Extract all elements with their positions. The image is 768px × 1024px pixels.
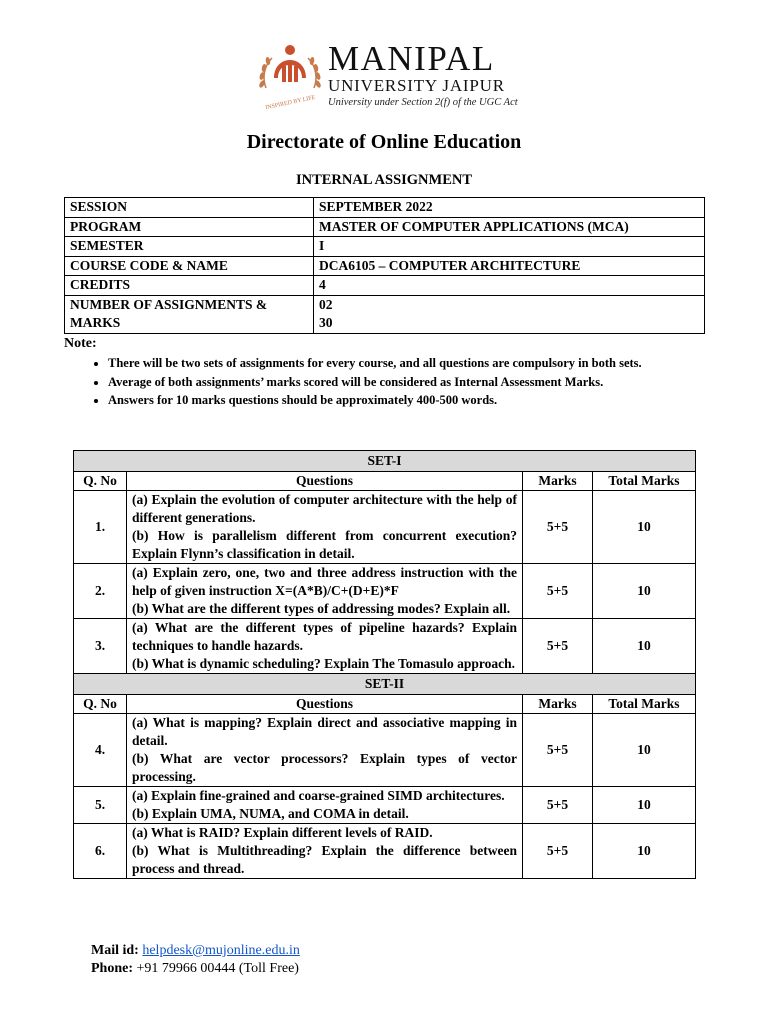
question-marks: 5+5 bbox=[523, 491, 593, 564]
question-part: (a) Explain fine-grained and coarse-grained SIMD architectures. bbox=[132, 788, 505, 803]
col-qno: Q. No bbox=[74, 472, 127, 491]
question-row bbox=[74, 619, 696, 674]
page-subtitle: INTERNAL ASSIGNMENT bbox=[295, 172, 473, 188]
info-key-line: NUMBER OF ASSIGNMENTS & bbox=[70, 296, 268, 312]
question-row bbox=[74, 491, 696, 564]
logo-brand: MANIPAL bbox=[328, 39, 495, 78]
mail-label: Mail id: bbox=[91, 943, 139, 958]
info-row bbox=[65, 276, 705, 296]
info-key: PROGRAM bbox=[65, 217, 314, 237]
contact-info bbox=[91, 942, 300, 978]
note-list bbox=[88, 354, 708, 410]
note-item: • Answers for 10 marks questions should be approximately 400-500 words. bbox=[108, 391, 708, 410]
info-row bbox=[65, 237, 705, 257]
question-row bbox=[74, 564, 696, 619]
question-marks: 5+5 bbox=[523, 564, 593, 619]
info-row bbox=[65, 295, 705, 333]
question-part: (a) What are the different types of pipeline hazards? Explain techniques to handle hazards. bbox=[132, 620, 517, 653]
assignment-info-table bbox=[64, 197, 705, 334]
info-value: 4 bbox=[314, 276, 705, 296]
set-header-row bbox=[74, 451, 696, 472]
question-part: (b) What is Multithreading? Explain the difference between process and thread. bbox=[132, 843, 517, 876]
info-value: I bbox=[314, 237, 705, 257]
page-title: Directorate of Online Education bbox=[246, 131, 522, 153]
phone-label: Phone: bbox=[91, 961, 133, 976]
question-part: (b) Explain UMA, NUMA, and COMA in detail. bbox=[132, 806, 409, 821]
question-row bbox=[74, 714, 696, 787]
logo-text bbox=[328, 40, 518, 110]
info-value: MASTER OF COMPUTER APPLICATIONS (MCA) bbox=[314, 217, 705, 237]
set-title: SET-II bbox=[74, 674, 696, 695]
mail-link[interactable]: helpdesk@mujonline.edu.in bbox=[142, 943, 300, 958]
question-total: 10 bbox=[593, 564, 696, 619]
column-header-row bbox=[74, 472, 696, 491]
column-header-row bbox=[74, 695, 696, 714]
question-total: 10 bbox=[593, 619, 696, 674]
info-key bbox=[65, 295, 314, 333]
question-marks: 5+5 bbox=[523, 714, 593, 787]
emblem-icon bbox=[274, 45, 306, 82]
question-number: 5. bbox=[74, 787, 127, 824]
col-total: Total Marks bbox=[593, 695, 696, 714]
mail-line bbox=[91, 942, 300, 960]
question-text bbox=[127, 619, 523, 674]
question-number: 1. bbox=[74, 491, 127, 564]
info-value-line: 02 bbox=[319, 296, 333, 312]
question-number: 2. bbox=[74, 564, 127, 619]
info-key: SESSION bbox=[65, 198, 314, 218]
phone-number: +91 79966 00444 (Toll Free) bbox=[136, 961, 299, 976]
info-row bbox=[65, 198, 705, 218]
info-key: COURSE CODE & NAME bbox=[65, 256, 314, 276]
question-total: 10 bbox=[593, 714, 696, 787]
question-part: (b) What are vector processors? Explain types of vector processing. bbox=[132, 751, 517, 784]
info-row bbox=[65, 217, 705, 237]
info-key-line: MARKS bbox=[70, 315, 121, 330]
question-text bbox=[127, 564, 523, 619]
info-value-line: 30 bbox=[319, 315, 333, 330]
col-total: Total Marks bbox=[593, 472, 696, 491]
logo-tagline: University under Section 2(f) of the UGC Act bbox=[328, 97, 518, 108]
logo-motto: INSPIRED BY LIFE bbox=[264, 94, 316, 112]
question-total: 10 bbox=[593, 491, 696, 564]
question-text bbox=[127, 491, 523, 564]
set-header-row bbox=[74, 674, 696, 695]
info-value: DCA6105 – COMPUTER ARCHITECTURE bbox=[314, 256, 705, 276]
question-part: (a) Explain zero, one, two and three address instruction with the help of given instruction X=(A*B)/C+(D+E)*F bbox=[132, 565, 517, 598]
question-number: 3. bbox=[74, 619, 127, 674]
col-marks: Marks bbox=[523, 695, 593, 714]
question-total: 10 bbox=[593, 787, 696, 824]
note-label: Note: bbox=[64, 336, 97, 351]
question-marks: 5+5 bbox=[523, 619, 593, 674]
question-number: 6. bbox=[74, 824, 127, 879]
question-number: 4. bbox=[74, 714, 127, 787]
question-marks: 5+5 bbox=[523, 787, 593, 824]
info-key: SEMESTER bbox=[65, 237, 314, 257]
col-marks: Marks bbox=[523, 472, 593, 491]
phone-line bbox=[91, 960, 300, 978]
question-part: (a) What is RAID? Explain different levels of RAID. bbox=[132, 825, 433, 840]
question-part: (b) What is dynamic scheduling? Explain The Tomasulo approach. bbox=[132, 656, 515, 671]
question-part: (b) What are the different types of addressing modes? Explain all. bbox=[132, 601, 511, 616]
info-value: SEPTEMBER 2022 bbox=[314, 198, 705, 218]
question-part: (a) What is mapping? Explain direct and associative mapping in detail. bbox=[132, 715, 517, 748]
logo-university: UNIVERSITY JAIPUR bbox=[328, 76, 505, 95]
col-questions: Questions bbox=[127, 695, 523, 714]
col-questions: Questions bbox=[127, 472, 523, 491]
set-title: SET-I bbox=[74, 451, 696, 472]
question-text bbox=[127, 714, 523, 787]
questions-table bbox=[73, 450, 696, 879]
info-key: CREDITS bbox=[65, 276, 314, 296]
note-item: • There will be two sets of assignments for every course, and all questions are compulsory in both sets. bbox=[108, 354, 708, 373]
info-row bbox=[65, 256, 705, 276]
question-row bbox=[74, 824, 696, 879]
question-total: 10 bbox=[593, 824, 696, 879]
question-row bbox=[74, 787, 696, 824]
question-marks: 5+5 bbox=[523, 824, 593, 879]
question-text bbox=[127, 824, 523, 879]
info-value bbox=[314, 295, 705, 333]
question-text bbox=[127, 787, 523, 824]
note-item: • Average of both assignments’ marks scored will be considered as Internal Assessment Marks. bbox=[108, 373, 708, 392]
question-part: (b) How is parallelism different from concurrent execution? Explain Flynn’s classification in detail. bbox=[132, 528, 517, 561]
col-qno: Q. No bbox=[74, 695, 127, 714]
question-part: (a) Explain the evolution of computer architecture with the help of different generations. bbox=[132, 492, 517, 525]
